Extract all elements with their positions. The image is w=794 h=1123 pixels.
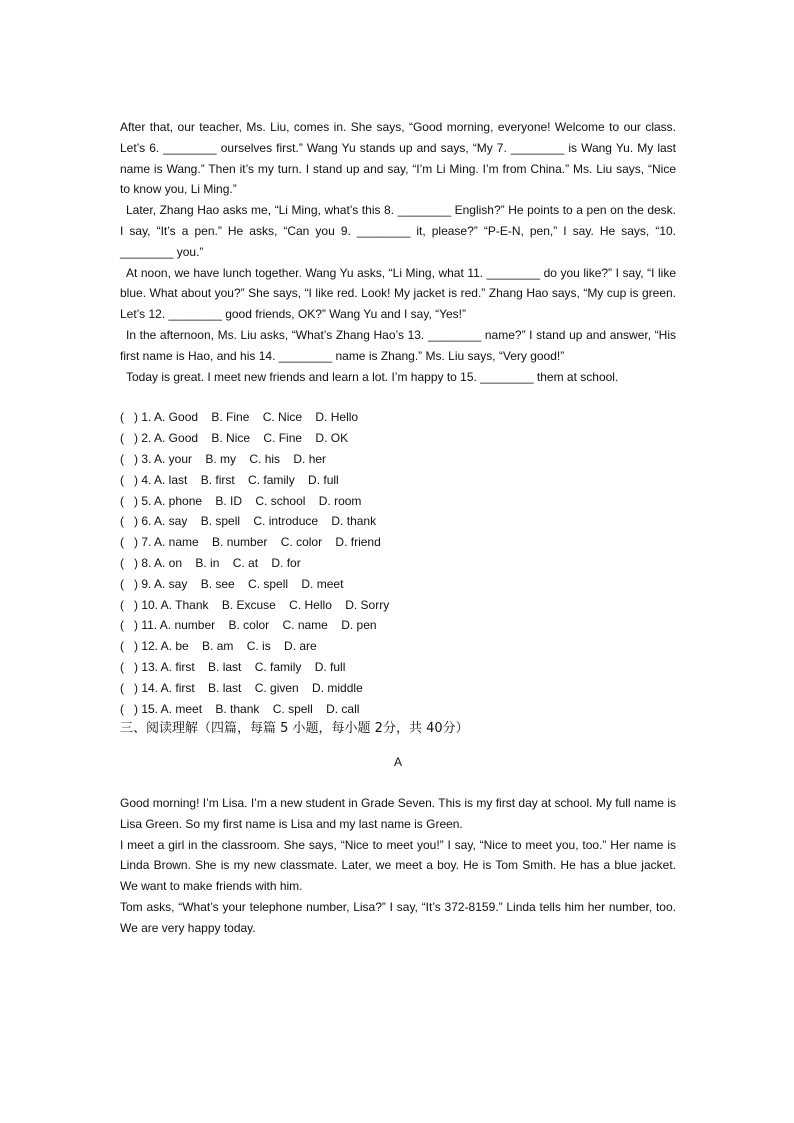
option-line-15: ( ) 15. A. meet B. thank C. spell D. call	[120, 701, 360, 716]
option-line-4: ( ) 4. A. last B. first C. family D. full	[120, 472, 339, 487]
reading-paragraph-2: I meet a girl in the classroom. She says, “Nice to meet you!” I say, “Nice to meet you, too.” Her name is Linda Brown. She is my new classmate. Later, we meet a boy. He is Tom Smith. He has a blue jacket. We want to make friends with him.	[120, 837, 676, 894]
option-line-6: ( ) 6. A. say B. spell C. introduce D. thank	[120, 514, 377, 529]
option-line-10: ( ) 10. A. Thank B. Excuse C. Hello D. Sorry	[120, 597, 390, 612]
option-line-3: ( ) 3. A. your B. my C. his D. her	[120, 451, 327, 466]
option-line-12: ( ) 12. A. be B. am C. is D. are	[120, 639, 317, 654]
reading-paragraph-3: Tom asks, “What’s your telephone number, Lisa?” I say, “It’s 372-8159.” Linda tells him her number, too. We are very happy today.	[120, 899, 676, 935]
cloze-paragraph-5: Today is great. I meet new friends and learn a lot. I’m happy to 15. ________ them at school.	[126, 369, 619, 384]
spacer	[120, 387, 676, 407]
option-line-8: ( ) 8. A. on B. in C. at D. for	[120, 555, 301, 570]
option-line-9: ( ) 9. A. say B. see C. spell D. meet	[120, 576, 344, 591]
options-list	[120, 407, 676, 719]
option-line-5: ( ) 5. A. phone B. ID C. school D. room	[120, 493, 362, 508]
reading-paragraph-1: Good morning! I’m Lisa. I’m a new student in Grade Seven. This is my first day at school. My full name is Lisa Green. So my first name is Lisa and my last name is Green.	[120, 795, 676, 831]
section-title: 三、阅读理解（四篇，每篇 5 小题，每小题 2分，共 40分）	[120, 721, 469, 737]
cloze-paragraph-1: After that, our teacher, Ms. Liu, comes in. She says, “Good morning, everyone! Welcome to our class. Let’s 6. ________ ourselves first.” Wang Yu stands up and says, “My 7. ________ is Wang Yu. My last name is Wang.” Then it’s my turn. I stand up and say, “I’m Li Ming. I’m from China.” Ms. Liu says, “Nice to know you, Li Ming.”	[120, 120, 676, 197]
option-line-1: ( ) 1. A. Good B. Fine C. Nice D. Hello	[120, 410, 359, 425]
option-line-11: ( ) 11. A. number B. color C. name D. pen	[120, 618, 377, 633]
cloze-paragraph-3: At noon, we have lunch together. Wang Yu asks, “Li Ming, what 11. ________ do you like?” I say, “I like blue. What about you?” She says, “I like red. Look! My jacket is red.” Zhang Hao says, “My cup is green. Let’s 12. ________ good friends, OK?” Wang Yu and I say, “Yes!”	[120, 265, 676, 322]
option-line-13: ( ) 13. A. first B. last C. family D. full	[120, 659, 346, 674]
option-line-7: ( ) 7. A. name B. number C. color D. friend	[120, 535, 381, 550]
document-page	[120, 117, 676, 938]
option-line-14: ( ) 14. A. first B. last C. given D. middle	[120, 680, 363, 695]
cloze-paragraph-2: Later, Zhang Hao asks me, “Li Ming, what’s this 8. ________ English?” He points to a pen on the desk. I say, “It’s a pen.” He asks, “Can you 9. ________ it, please?” “P-E-N, pen,” I say. He says, “10. ________ you.”	[120, 203, 676, 259]
cloze-paragraph-4: In the afternoon, Ms. Liu asks, “What’s Zhang Hao’s 13. ________ name?” I stand up and answer, “His first name is Hao, and his 14. ________ name is Zhang.” Ms. Liu says, “Very good!”	[120, 327, 676, 363]
option-line-2: ( ) 2. A. Good B. Nice C. Fine D. OK	[120, 431, 349, 446]
passage-letter: A	[393, 755, 402, 770]
